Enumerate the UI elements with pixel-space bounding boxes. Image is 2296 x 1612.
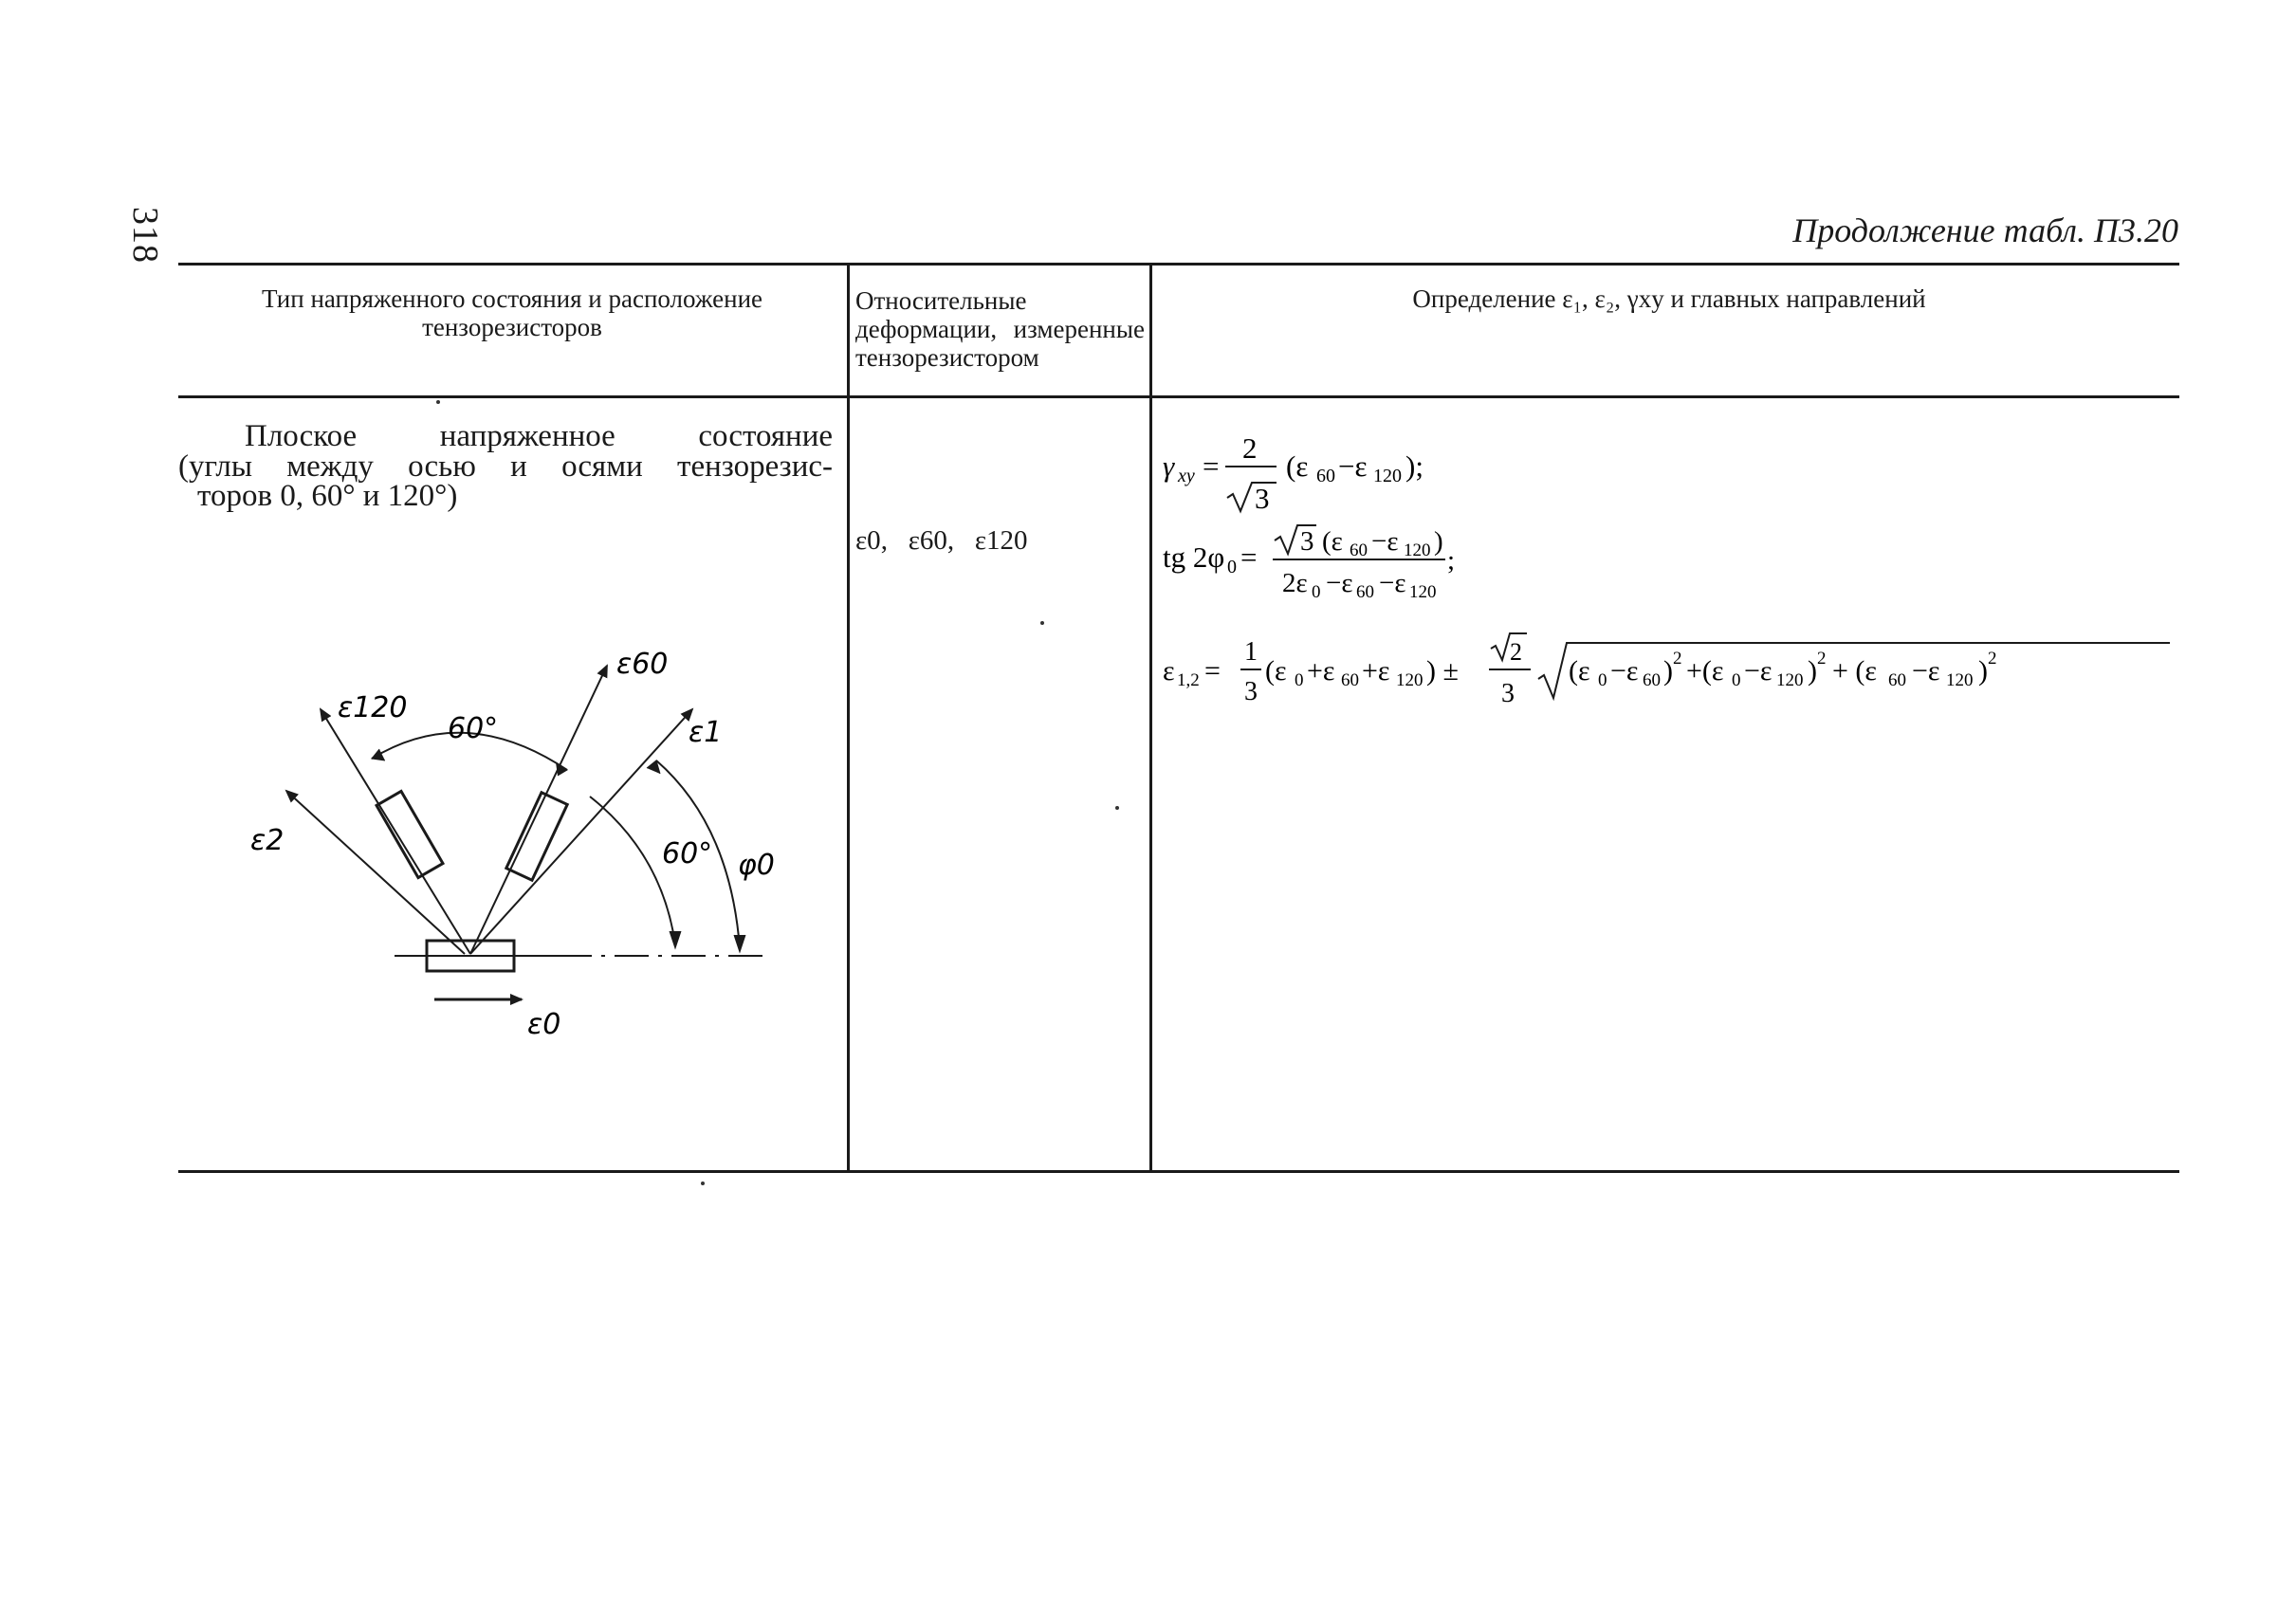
svg-text:): ) [1663,655,1673,687]
svg-text:(ε: (ε [1286,449,1309,483]
svg-text:60: 60 [1350,540,1368,560]
svg-text:): ) [1434,526,1443,557]
header-state-type: Тип напряженного состояния и расположение тензорезисторов [261,284,763,341]
formula-eps12 [1163,626,2187,721]
svg-text:60: 60 [1316,466,1335,486]
strain-eps60: ε60 [908,525,947,556]
state-description-line2: (углы между осью и осями тензорезис- [178,449,833,484]
svg-text:120: 120 [1946,670,1974,690]
gauge-60 [506,793,567,880]
scan-speck [436,400,440,404]
svg-text:=: = [1204,655,1221,687]
svg-text:0: 0 [1312,582,1321,602]
svg-text:0: 0 [1227,557,1237,577]
svg-text:0: 0 [1732,670,1741,690]
svg-text:120: 120 [1396,670,1424,690]
svg-text:+(ε: +(ε [1686,655,1724,687]
rosette-diagram [237,626,806,1062]
svg-text:120: 120 [1409,582,1437,602]
svg-text:+ (ε: + (ε [1832,655,1878,687]
svg-text:120: 120 [1404,540,1431,560]
label-angle-right: 60° [662,837,713,870]
svg-text:3: 3 [1300,526,1314,557]
svg-text:−ε: −ε [1610,655,1639,687]
label-phi0: φ0 [738,849,775,882]
state-description-line1: Плоское напряженное состояние [245,419,833,453]
scan-speck [1115,806,1119,810]
arrow-eps2 [286,791,465,954]
svg-text:0: 0 [1598,670,1607,690]
svg-text:3: 3 [1501,679,1515,708]
svg-text:3: 3 [1244,677,1258,706]
scan-speck [1040,621,1044,625]
svg-text:(ε: (ε [1322,526,1343,557]
arrow-eps1 [470,709,692,954]
svg-text:2: 2 [1242,431,1258,465]
strain-eps120: ε120 [974,525,1028,556]
svg-text:−ε: −ε [1371,526,1399,557]
label-eps0: ε0 [527,1008,561,1041]
svg-text:xy: xy [1178,466,1195,486]
svg-text:γ: γ [1163,449,1175,483]
svg-text:);: ); [1405,449,1424,483]
header-strains-measured: Относительные деформации, измеренные тензорезистором [855,286,1145,372]
svg-text:;: ; [1447,545,1456,576]
column-divider-2 [1149,263,1152,1173]
svg-text:60: 60 [1888,670,1906,690]
svg-text:2: 2 [1673,649,1682,669]
svg-text:−ε: −ε [1326,568,1353,598]
measured-strains: ε0, ε60, ε120 [855,525,1028,556]
svg-text:−ε: −ε [1912,655,1940,687]
state-description-line3: торов 0, 60° и 120°) [197,479,458,513]
svg-text:60: 60 [1356,582,1374,602]
svg-text:60: 60 [1341,670,1359,690]
label-eps120: ε120 [338,691,408,724]
svg-text:60: 60 [1643,670,1661,690]
label-eps60: ε60 [616,648,669,681]
scan-speck [701,1182,705,1185]
svg-text:3: 3 [1255,482,1270,515]
arc-right-60 [590,797,675,944]
svg-text:2: 2 [1510,638,1522,666]
label-eps2: ε2 [250,824,285,857]
svg-text:−ε: −ε [1379,568,1406,598]
svg-text:120: 120 [1776,670,1804,690]
svg-text:0: 0 [1295,670,1304,690]
table-bottom-rule [178,1170,2179,1173]
svg-text:2: 2 [1817,649,1827,669]
svg-text:−ε: −ε [1744,655,1773,687]
label-eps1: ε1 [689,716,723,749]
svg-text:120: 120 [1373,466,1402,486]
strain-eps0: ε0 [855,525,881,556]
page-number: 318 [125,207,165,264]
svg-text:1,2: 1,2 [1177,670,1200,690]
svg-text:) ±: ) ± [1426,655,1459,687]
svg-text:2ε: 2ε [1282,568,1308,598]
gauge-120 [377,791,443,877]
header-bottom-rule [178,395,2179,398]
svg-text:+ε: +ε [1307,655,1335,687]
svg-text:2: 2 [1988,649,1997,669]
header-determination: Определение ε₁, ε₂, γxy и главных направлений [1412,284,1926,313]
table-top-rule [178,263,2179,266]
svg-text:ε: ε [1163,655,1175,687]
svg-text:−ε: −ε [1338,449,1368,483]
svg-text:=: = [1203,449,1220,483]
svg-text:tg 2φ: tg 2φ [1163,540,1225,574]
svg-text:): ) [1808,655,1817,687]
formula-gamma-xy [1163,422,1542,517]
arrow-eps60 [470,666,607,954]
label-angle-top: 60° [448,712,499,745]
svg-text:=: = [1240,540,1258,574]
formula-tg-2phi0 [1163,512,1599,607]
svg-text:): ) [1978,655,1988,687]
table-continuation-label: Продолжение табл. П3.20 [1792,211,2178,249]
svg-text:+ε: +ε [1362,655,1390,687]
svg-text:1: 1 [1244,637,1258,667]
svg-text:(ε: (ε [1569,655,1590,687]
svg-text:(ε: (ε [1265,655,1287,687]
column-divider-1 [847,263,850,1173]
